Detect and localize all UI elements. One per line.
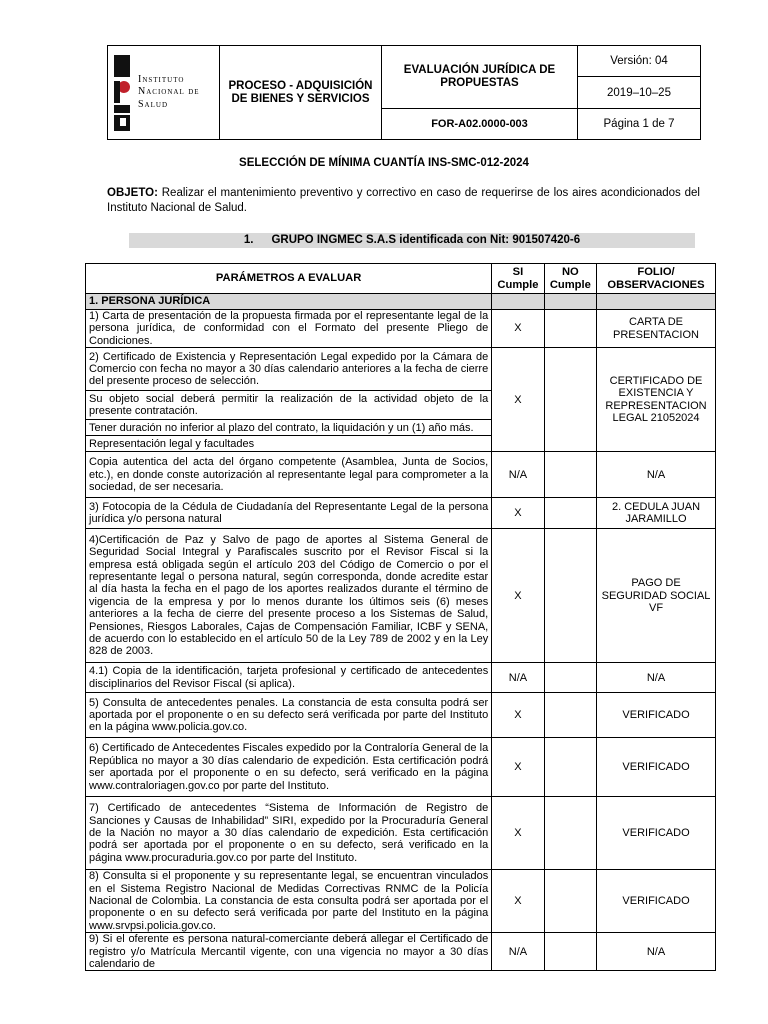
- param-text: Representación legal y facultades: [86, 436, 492, 452]
- si-cell: X: [492, 529, 544, 663]
- folio-cell: VERIFICADO: [597, 870, 716, 933]
- no-cell: [544, 797, 596, 870]
- si-cell: N/A: [492, 663, 544, 693]
- table-row: [86, 933, 716, 971]
- param-text: 9) Si el oferente es persona natural-comerciante deberá allegar el Certificado de registro y/o Matrícula Mercantil vigente, con una vigencia no mayor a 30 días calendario de: [86, 933, 492, 971]
- param-text: Copia autentica del acta del órgano competente (Asamblea, Junta de Socios, etc.), en donde conste autorización al representante legal para comprometer a la sociedad, de ser necesaria.: [86, 452, 492, 498]
- table-row: [86, 452, 716, 498]
- group-heading: [129, 233, 695, 248]
- selection-title: SELECCIÓN DE MÍNIMA CUANTÍA INS-SMC-012-2024: [239, 157, 529, 169]
- si-cell: X: [492, 870, 544, 933]
- folio-cell: PAGO DE SEGURIDAD SOCIAL VF: [597, 529, 716, 663]
- param-text: 2) Certificado de Existencia y Representación Legal expedido por la Cámara de Comercio con fecha no mayor a 30 días calendario anteriores a la fecha de cierre del presente proceso de selección.: [86, 348, 492, 391]
- no-cell: [544, 310, 596, 348]
- no-cell: [544, 529, 596, 663]
- section-heading-fill: [492, 294, 544, 310]
- process-name: PROCESO - ADQUISICIÓN DE BIENES Y SERVICIOS: [220, 46, 382, 140]
- institution-logo-cell: [108, 46, 220, 140]
- no-cell: [544, 933, 596, 971]
- param-text: 7) Certificado de antecedentes “Sistema de Información de Registro de Sanciones y Causas de Inhabilidad” SIRI, expedido por la Procuraduría General de la Nación no mayor a 30 días calendario de expedición. Esta certificación podrá ser aportada por el proponente o en su defecto, será verificado en la página www.procuraduria.gov.co por parte del Instituto.: [86, 797, 492, 870]
- param-text: 1) Carta de presentación de la propuesta firmada por el representante legal de la persona jurídica, de conformidad con el Formato del presente Pliego de Condiciones.: [86, 310, 492, 348]
- param-text: 3) Fotocopia de la Cédula de Ciudadanía del Representante Legal de la persona jurídica y/o persona natural: [86, 498, 492, 529]
- table-row: [86, 797, 716, 870]
- table-row: [86, 663, 716, 693]
- document-code: FOR-A02.0000-003: [382, 109, 578, 140]
- no-cell: [544, 663, 596, 693]
- table-row: [86, 870, 716, 933]
- section-heading-fill: [597, 294, 716, 310]
- si-cell: X: [492, 498, 544, 529]
- document-header: [107, 45, 701, 140]
- section-heading-fill: [544, 294, 596, 310]
- si-cell: X: [492, 348, 544, 452]
- institution-logo: [112, 55, 219, 131]
- institution-name-line: Instituto: [138, 73, 185, 85]
- header-folio: FOLIO/ OBSERVACIONES: [597, 264, 716, 294]
- folio-cell: VERIFICADO: [597, 738, 716, 797]
- folio-cell: VERIFICADO: [597, 797, 716, 870]
- table-row: [86, 529, 716, 663]
- no-cell: [544, 348, 596, 452]
- table-row: [86, 693, 716, 738]
- si-cell: X: [492, 310, 544, 348]
- header-param: PARÁMETROS A EVALUAR: [86, 264, 492, 294]
- evaluation-table: [85, 263, 716, 971]
- no-cell: [544, 693, 596, 738]
- si-cell: X: [492, 738, 544, 797]
- param-text: 6) Certificado de Antecedentes Fiscales expedido por la Contraloría General de la República no mayor a 30 días calendario de expedición. Esta certificación podrá ser aportada por el proponente o en su defecto, será verificado en la página www.contraloriagen.gov.co por parte del Instituto.: [86, 738, 492, 797]
- document-date: 2019–10–25: [578, 77, 701, 109]
- si-cell: N/A: [492, 452, 544, 498]
- param-text: 4)Certificación de Paz y Salvo de pago de aportes al Sistema General de Seguridad Social Integral y Parafiscales suscrito por el Revisor Fiscal si la empresa está obligada según el artículo 203 del Código de Comercio o por el representante legal o persona natural, según corresponda, donde acredite estar al día hasta la fecha en el pago de los aportes realizados durante el término de vigencia de la empresa y por lo menos durante los últimos seis (6) meses anteriores a la fecha de cierre del presente proceso a los Sistemas de Salud, Pensiones, Riesgos Laborales, Cajas de Compensación Familiar, ICBF y SENA, de acuerdo con lo establecido en el artículo 50 de la Ley 789 de 2002 y en la Ley 828 de 2003.: [86, 529, 492, 663]
- document-version: Versión: 04: [578, 46, 701, 77]
- folio-cell: CERTIFICADO DE EXISTENCIA Y REPRESENTACION LEGAL 21052024: [597, 348, 716, 452]
- param-text: Tener duración no inferior al plazo del contrato, la liquidación y un (1) año más.: [86, 420, 492, 436]
- folio-cell: 2. CEDULA JUAN JARAMILLO: [597, 498, 716, 529]
- institution-name-line: Nacional de: [138, 86, 200, 98]
- ins-logo-icon: [112, 55, 134, 131]
- si-cell: X: [492, 693, 544, 738]
- no-cell: [544, 738, 596, 797]
- no-cell: [544, 870, 596, 933]
- table-row: [86, 348, 716, 391]
- folio-cell: VERIFICADO: [597, 693, 716, 738]
- param-text: 8) Consulta si el proponente y su representante legal, se encuentran vinculados en el Sistema Registro Nacional de Medidas Correctivas RNMC de la Policía Nacional de Colombia. La constancia de esta consulta podrá ser aportada por el proponente o en su defecto será verificada por parte del Instituto en la página www.srvpsi.policia.gov.co.: [86, 870, 492, 933]
- institution-name-line: Salud: [138, 98, 169, 110]
- no-cell: [544, 452, 596, 498]
- objeto-text: Realizar el mantenimiento preventivo y correctivo en caso de requerirse de los aires acondicionados del Instituto Nacional de Salud.: [107, 187, 700, 214]
- header-si: SI Cumple: [492, 264, 544, 294]
- table-row: [86, 498, 716, 529]
- objeto-paragraph: [107, 186, 700, 216]
- folio-cell: N/A: [597, 933, 716, 971]
- table-row: [86, 738, 716, 797]
- folio-cell: N/A: [597, 663, 716, 693]
- no-cell: [544, 498, 596, 529]
- param-text: Su objeto social deberá permitir la realización de la actividad objeto de la presente contratación.: [86, 391, 492, 420]
- group-number: 1.: [243, 234, 254, 246]
- document-title: EVALUACIÓN JURÍDICA DE PROPUESTAS: [382, 46, 578, 109]
- objeto-label: OBJETO:: [107, 187, 158, 199]
- si-cell: N/A: [492, 933, 544, 971]
- param-text: 4.1) Copia de la identificación, tarjeta profesional y certificado de antecedentes disciplinarios del Revisor Fiscal (si aplica).: [86, 663, 492, 693]
- table-row: [86, 310, 716, 348]
- si-cell: X: [492, 797, 544, 870]
- folio-cell: CARTA DE PRESENTACION: [597, 310, 716, 348]
- header-no: NO Cumple: [544, 264, 596, 294]
- table-header-row: [86, 264, 716, 294]
- folio-cell: N/A: [597, 452, 716, 498]
- group-name: GRUPO INGMEC S.A.S identificada con Nit: 901507420-6: [271, 234, 581, 246]
- section-heading: 1. PERSONA JURÍDICA: [86, 294, 492, 310]
- param-text: 5) Consulta de antecedentes penales. La constancia de esta consulta podrá ser aportada por el proponente o en su defecto será verificada por parte del Instituto en la página www.policia.gov.co.: [86, 693, 492, 738]
- page-number: Página 1 de 7: [578, 109, 701, 140]
